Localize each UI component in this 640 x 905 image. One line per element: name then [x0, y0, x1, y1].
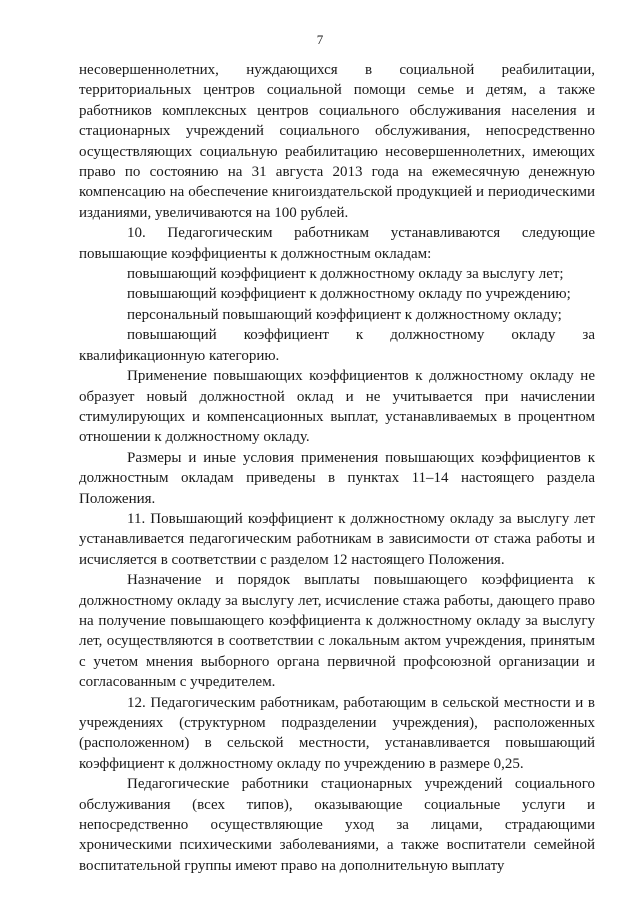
document-body [79, 60, 595, 876]
paragraph-pedagogical-workers: Педагогические работники стационарных учреждений социального обслуживания (всех типов), оказывающие социальные услуги и непосредственно осуществляющие уход за лицами, страдающими хроническими психическими заболеваниями, а также воспитатели семейной воспитательной группы имеют право на дополнительную выплату [79, 776, 595, 874]
list-item-institution-coefficient: повышающий коэффициент к должностному окладу по учреждению; [127, 286, 571, 303]
paragraph-sizes: Размеры и иные условия применения повышающих коэффициентов к должностным окладам приведены в пунктах 11–14 настоящего раздела Положения. [79, 449, 595, 507]
list-item-seniority-coefficient: повышающий коэффициент к должностному окладу за выслугу лет; [127, 266, 564, 283]
page-number: 7 [316, 32, 324, 47]
paragraph-clause-10: 10. Педагогическим работникам устанавливаются следующие повышающие коэффициенты к должностным окладам: [79, 225, 595, 262]
paragraph-clause-12: 12. Педагогическим работникам, работающим в сельской местности и в учреждениях (структурном подразделении учреждения), расположенных (расположенном) в сельской местности, устанавливается повышающий коэффициент к должностному окладу по учреждению в размере 0,25. [79, 694, 595, 772]
paragraph-clause-11: 11. Повышающий коэффициент к должностному окладу за выслугу лет устанавливается педагогическим работникам в зависимости от стажа работы и исчисляется в соответствии с разделом 12 настоящего Положения. [79, 510, 595, 568]
list-item-category-coefficient: повышающий коэффициент к должностному окладу за квалификационную категорию. [79, 327, 595, 364]
paragraph-continuation: несовершеннолетних, нуждающихся в социальной реабилитации, территориальных центров социальной помощи семье и детям, а также работников комплексных центров социального обслуживания населения и стационарных учреждений социального обслуживания, непосредственно осуществляющих социальную реабилитацию несовершеннолетних, имеющих право по состоянию на 31 августа 2013 года на ежемесячную денежную компенсацию на обеспечение книгоиздательской продукцией и периодическими изданиями, увеличиваются на 100 рублей. [79, 62, 595, 221]
paragraph-appointment: Назначение и порядок выплаты повышающего коэффициента к должностному окладу за выслугу лет, исчисление стажа работы, дающего право на получение повышающего коэффициента к должностному окладу за выслугу лет, осуществляются в соответствии с локальным актом учреждения, принятым с учетом мнения выборного органа первичной профсоюзной организации и согласованным с учредителем. [79, 572, 595, 691]
list-item-personal-coefficient: персональный повышающий коэффициент к должностному окладу; [127, 306, 562, 323]
paragraph-application: Применение повышающих коэффициентов к должностному окладу не образует новый должностной оклад и не учитывается при начислении стимулирующих и компенсационных выплат, устанавливаемых в процентном отношении к должностному окладу. [79, 368, 595, 446]
